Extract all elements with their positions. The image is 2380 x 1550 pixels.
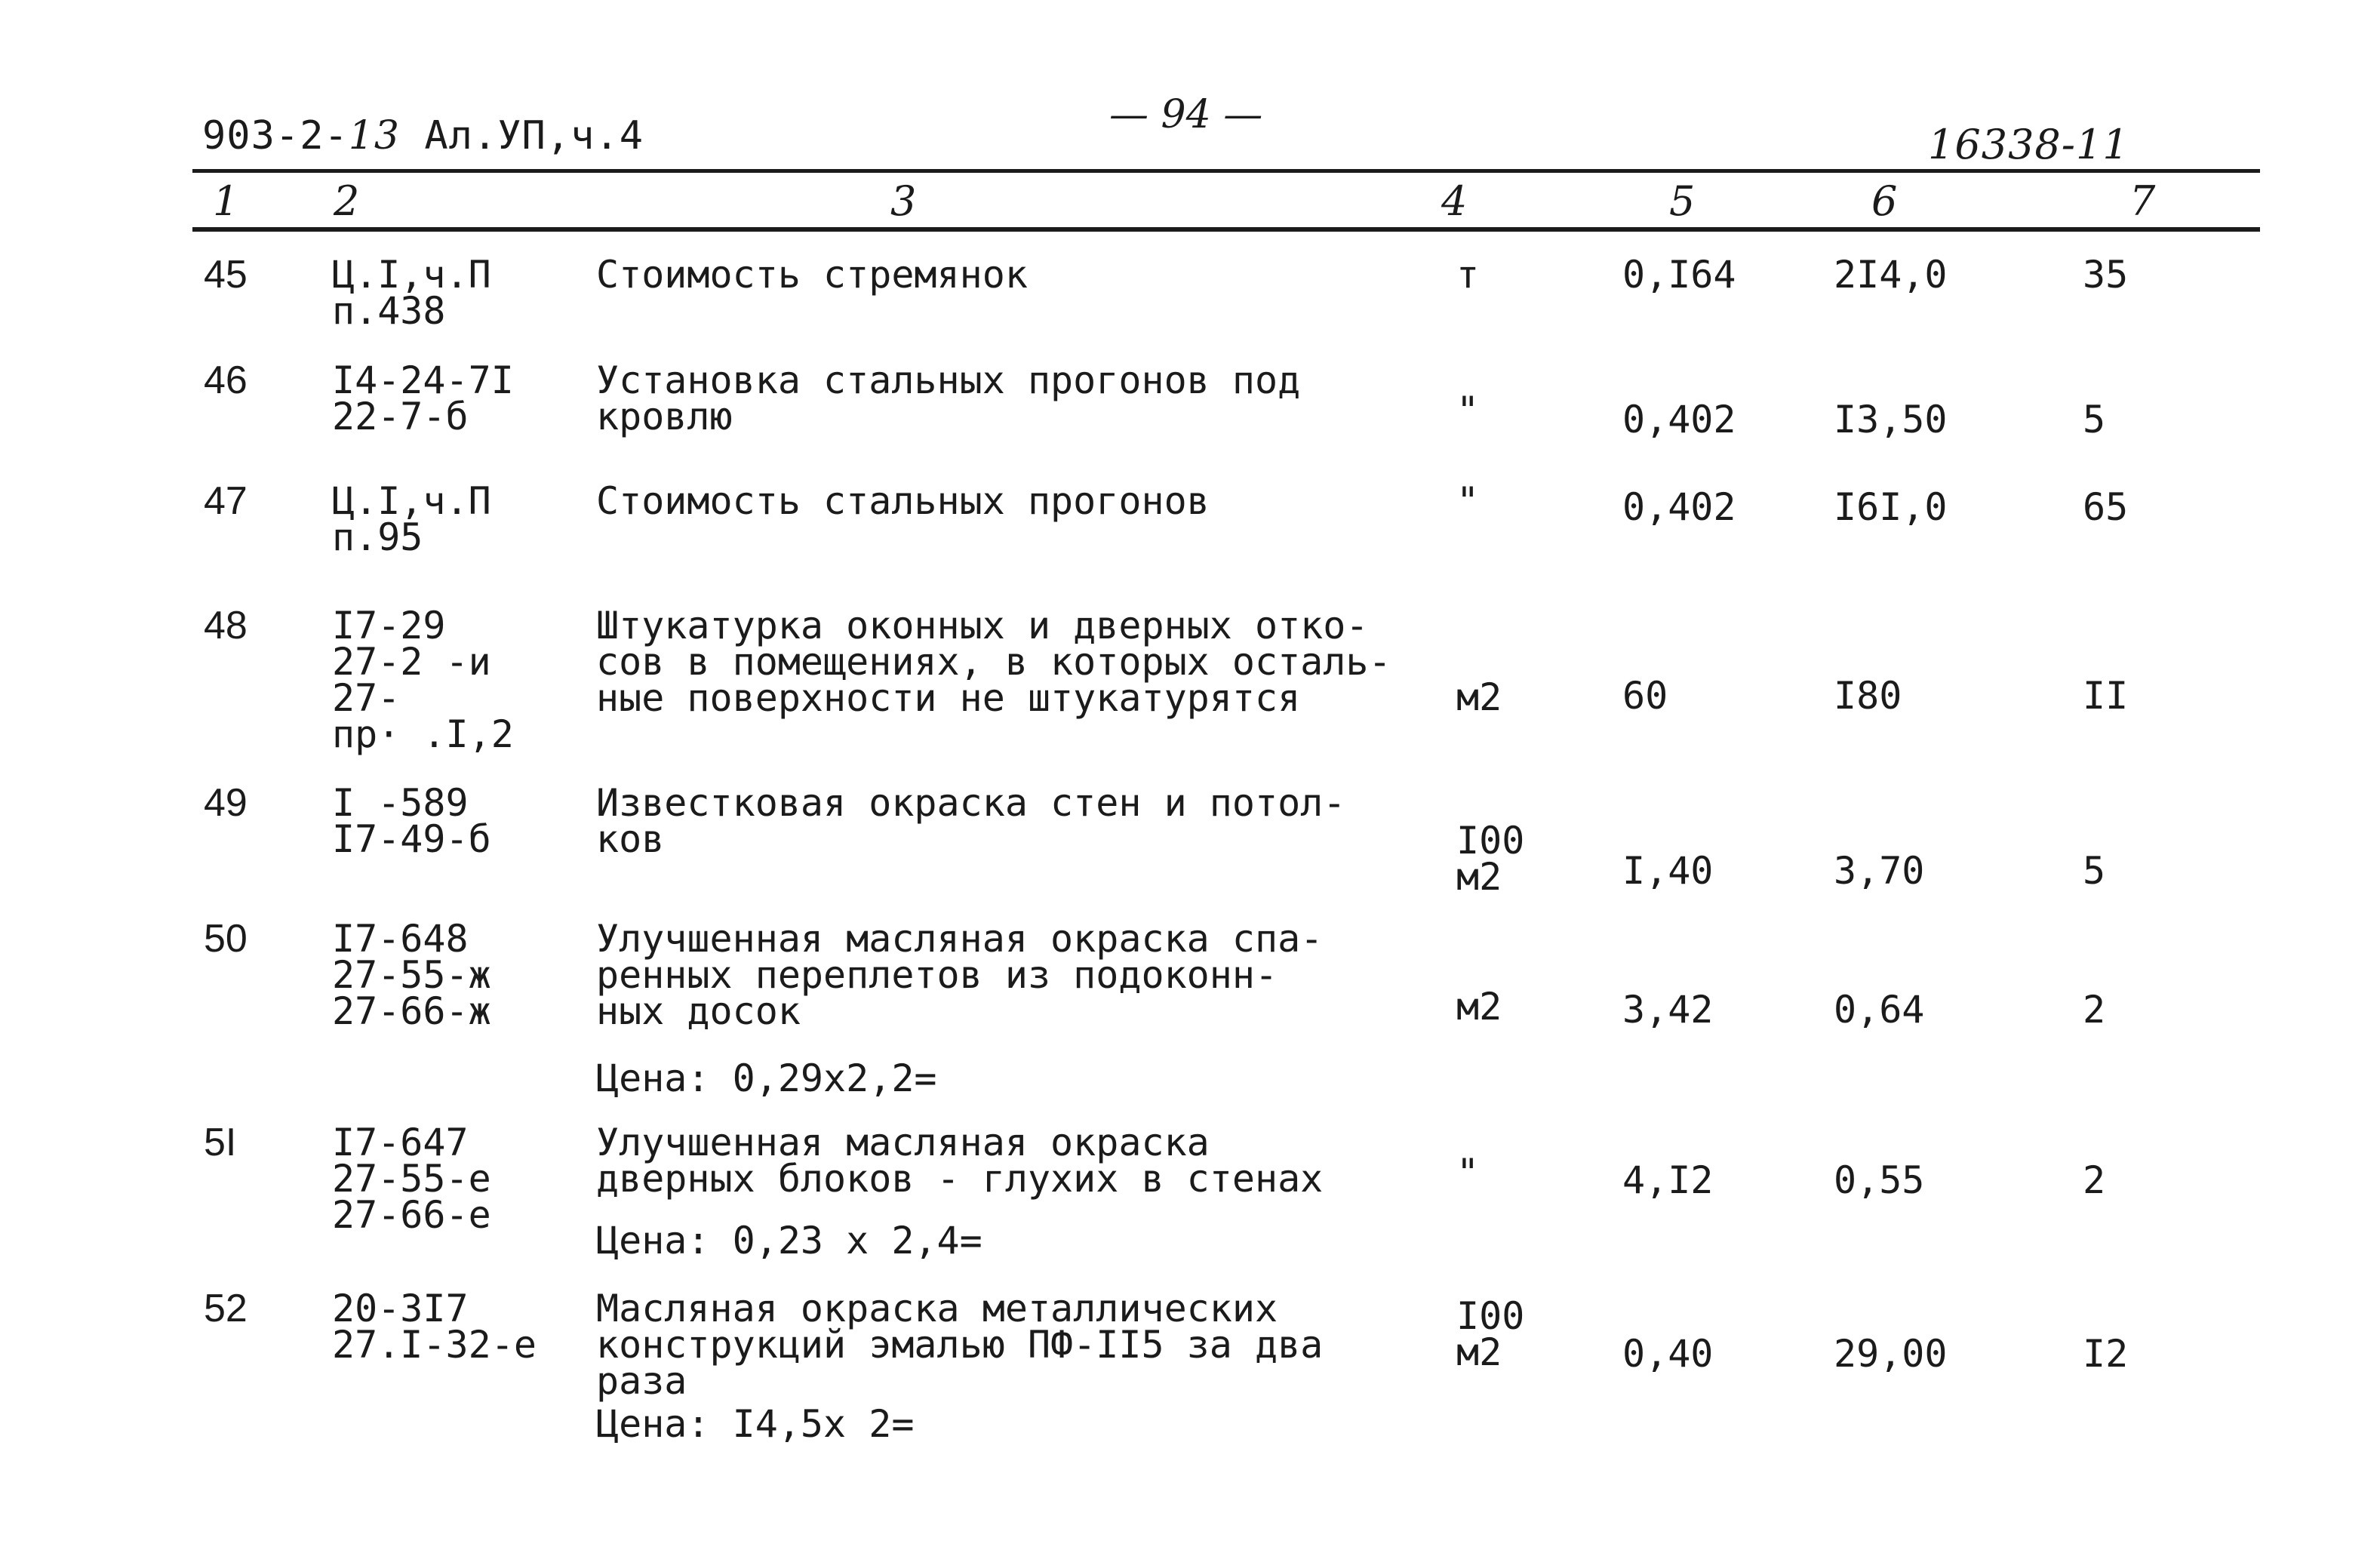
price-note: Цена: 0,23 х 2,4= <box>596 1219 982 1262</box>
column-number-7: 7 <box>2129 177 2156 225</box>
total-cost: I2 <box>2083 1332 2129 1376</box>
quantity: 0,I64 <box>1622 253 1736 297</box>
table-header-rule <box>192 227 2260 232</box>
work-description: Улучшенная масляная окраска спа- ренных переплетов из подоконн- ных досок <box>596 917 1324 1033</box>
quantity: I,40 <box>1622 849 1714 893</box>
total-cost: 65 <box>2083 485 2129 529</box>
unit: " <box>1456 389 1480 432</box>
norm-reference: I7-648 27-55-ж 27-66-ж <box>332 917 491 1033</box>
work-description: Известковая окраска стен и потол- ков <box>596 781 1346 861</box>
row-number: 46 <box>204 358 248 402</box>
total-cost: 35 <box>2083 253 2129 297</box>
norm-reference: I7-647 27-55-е 27-66-е <box>332 1121 491 1237</box>
row-number: 52 <box>204 1287 248 1330</box>
unit: I00 м2 <box>1456 819 1525 899</box>
work-description: Установка стальных прогонов под кровлю <box>596 358 1301 438</box>
page-number: — 94 — <box>1109 92 1263 137</box>
row-number: 5I <box>204 1121 237 1164</box>
archive-number: 16338-11 <box>1928 121 2129 168</box>
quantity: 0,402 <box>1622 485 1736 529</box>
column-number-6: 6 <box>1871 177 1898 225</box>
row-number: 50 <box>204 917 248 961</box>
unit: " <box>1456 1151 1480 1195</box>
document-code <box>202 113 644 158</box>
work-description: Стоимость стальных прогонов <box>596 479 1210 523</box>
norm-reference: Ц.I,ч.П п.95 <box>332 479 491 559</box>
column-number-1: 1 <box>213 177 239 225</box>
unit-price: I80 <box>1834 674 1902 718</box>
unit-price: I6I,0 <box>1834 485 1948 529</box>
work-description: Масляная окраска металлических конструкций эмалью ПФ-II5 за два раза <box>596 1287 1324 1403</box>
unit-price: 0,55 <box>1834 1158 1925 1202</box>
unit: м2 <box>1456 985 1502 1029</box>
unit-price: 3,70 <box>1834 849 1925 893</box>
quantity: 60 <box>1622 674 1668 718</box>
unit-price: I3,50 <box>1834 398 1948 441</box>
total-cost: 2 <box>2083 1158 2106 1202</box>
column-number-3: 3 <box>890 177 917 225</box>
unit-price: 29,00 <box>1834 1332 1948 1376</box>
unit: I00 м2 <box>1456 1294 1525 1374</box>
work-description: Улучшенная масляная окраска дверных блоков - глухих в стенах <box>596 1121 1324 1201</box>
row-number: 48 <box>204 604 248 647</box>
work-description: Штукатурка оконных и дверных отко- сов в помещениях, в которых осталь- ные поверхности не штукатурятся <box>596 604 1391 720</box>
price-note: Цена: I4,5х 2= <box>596 1402 915 1446</box>
norm-reference: Ц.I,ч.П п.438 <box>332 253 491 333</box>
total-cost: II <box>2083 674 2129 718</box>
unit: " <box>1456 479 1480 523</box>
norm-reference: I7-29 27-2 -и 27- пр· .I,2 <box>332 604 514 756</box>
column-number-4: 4 <box>1441 177 1468 225</box>
quantity: 0,402 <box>1622 398 1736 441</box>
norm-reference: I4-24-7I 22-7-б <box>332 358 514 438</box>
total-cost: 2 <box>2083 988 2106 1032</box>
quantity: 4,I2 <box>1622 1158 1714 1202</box>
total-cost: 5 <box>2083 849 2106 893</box>
quantity: 3,42 <box>1622 988 1714 1032</box>
doc-code-handwritten: 13 <box>348 113 401 158</box>
table-top-rule <box>192 169 2260 173</box>
column-number-2: 2 <box>334 177 360 225</box>
unit-price: 2I4,0 <box>1834 253 1948 297</box>
unit-price: 0,64 <box>1834 988 1925 1032</box>
column-number-5: 5 <box>1669 177 1696 225</box>
row-number: 49 <box>204 781 248 825</box>
doc-code-suffix: Ал.УП,ч.4 <box>400 113 644 158</box>
norm-reference: I -589 I7-49-б <box>332 781 491 861</box>
quantity: 0,40 <box>1622 1332 1714 1376</box>
price-note: Цена: 0,29х2,2= <box>596 1056 937 1100</box>
work-description: Стоимость стремянок <box>596 253 1028 297</box>
row-number: 47 <box>204 479 248 523</box>
doc-code-prefix: 903-2- <box>202 113 349 158</box>
norm-reference: 20-3I7 27.I-32-е <box>332 1287 537 1367</box>
row-number: 45 <box>204 253 248 297</box>
total-cost: 5 <box>2083 398 2106 441</box>
unit: м2 <box>1456 675 1502 719</box>
unit: т <box>1456 253 1480 297</box>
